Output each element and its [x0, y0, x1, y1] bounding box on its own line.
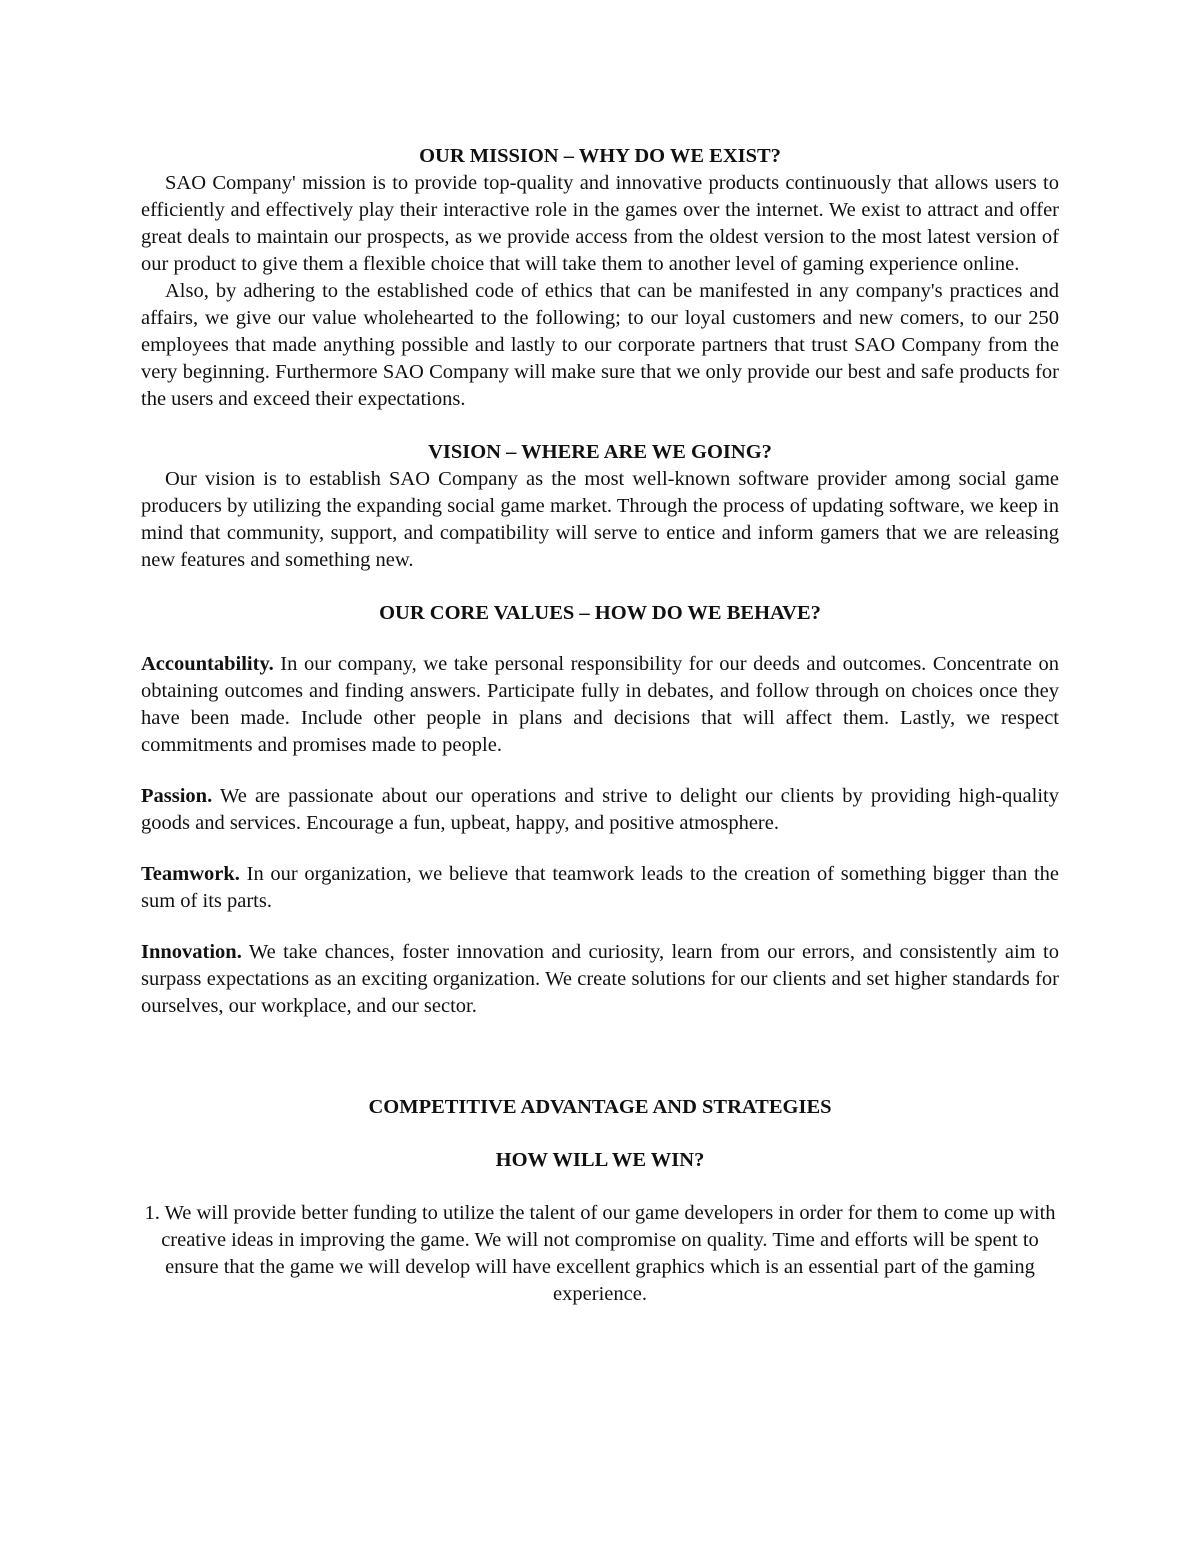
spacer [141, 759, 1059, 783]
vision-heading: VISION – WHERE ARE WE GOING? [428, 441, 772, 463]
value-title: Accountability. [141, 653, 274, 675]
value-title: Innovation. [141, 941, 242, 963]
value-accountability [141, 651, 1059, 759]
spacer [141, 915, 1059, 939]
value-text: We take chances, foster innovation and curiosity, learn from our errors, and consistently aim to surpass expectations as an exciting organization. We create solutions for our clients and set higher standards for ourselves, our workplace, and our sector. [141, 941, 1059, 1017]
spacer [141, 574, 1059, 600]
mission-heading: OUR MISSION – WHY DO WE EXIST? [419, 145, 781, 167]
value-text: In our company, we take personal responsibility for our deeds and outcomes. Concentrate on obtaining outcomes and finding answers. Participate fully in debates, and follow through on choices once they have been made. Include other people in plans and decisions that will affect them. Lastly, we respect commitments and promises made to people. [141, 653, 1059, 756]
core-values-heading: OUR CORE VALUES – HOW DO WE BEHAVE? [379, 602, 821, 624]
spacer [141, 627, 1059, 651]
strategies-subheading: HOW WILL WE WIN? [495, 1149, 705, 1171]
spacer [141, 413, 1059, 439]
value-text: We are passionate about our operations and strive to delight our clients by providing high-quality goods and services. Encourage a fun, upbeat, happy, and positive atmosphere. [141, 785, 1059, 834]
vision-paragraph: Our vision is to establish SAO Company as the most well-known software provider among social game producers by utilizing the expanding social game market. Through the process of updating software, we keep in mind that community, support, and compatibility will serve to entice and inform gamers that we are releasing new features and something new. [141, 468, 1059, 571]
spacer [141, 837, 1059, 861]
mission-paragraph-1: SAO Company' mission is to provide top-quality and innovative products continuously that allows users to efficiently and effectively play their interactive role in the games over the internet. We exist to attract and offer great deals to maintain our prospects, as we provide access from the oldest version to the most latest version of our product to give them a flexible choice that will take them to another level of gaming experience online. [141, 172, 1059, 275]
document-page [141, 143, 1059, 1308]
spacer [141, 1020, 1059, 1094]
value-text: In our organization, we believe that teamwork leads to the creation of something bigger than the sum of its parts. [141, 863, 1059, 912]
mission-paragraph-2: Also, by adhering to the established code of ethics that can be manifested in any company's practices and affairs, we give our value wholehearted to the following; to our loyal customers and new comers, to our 250 employees that made anything possible and lastly to our corporate partners that trust SAO Company from the very beginning. Furthermore SAO Company will make sure that we only provide our best and safe products for the users and exceed their expectations. [141, 280, 1059, 410]
value-teamwork [141, 861, 1059, 915]
value-title: Passion. [141, 785, 213, 807]
value-innovation [141, 939, 1059, 1020]
value-title: Teamwork. [141, 863, 240, 885]
spacer [141, 1121, 1059, 1147]
strategies-heading: COMPETITIVE ADVANTAGE AND STRATEGIES [368, 1096, 832, 1118]
strategy-item-1: 1. We will provide better funding to utilize the talent of our game developers in order for them to come up with creative ideas in improving the game. We will not compromise on quality. Time and efforts will be spent to ensure that the game we will develop will have excellent graphics which is an essential part of the gaming experience. [144, 1202, 1056, 1305]
spacer [141, 1174, 1059, 1200]
value-passion [141, 783, 1059, 837]
